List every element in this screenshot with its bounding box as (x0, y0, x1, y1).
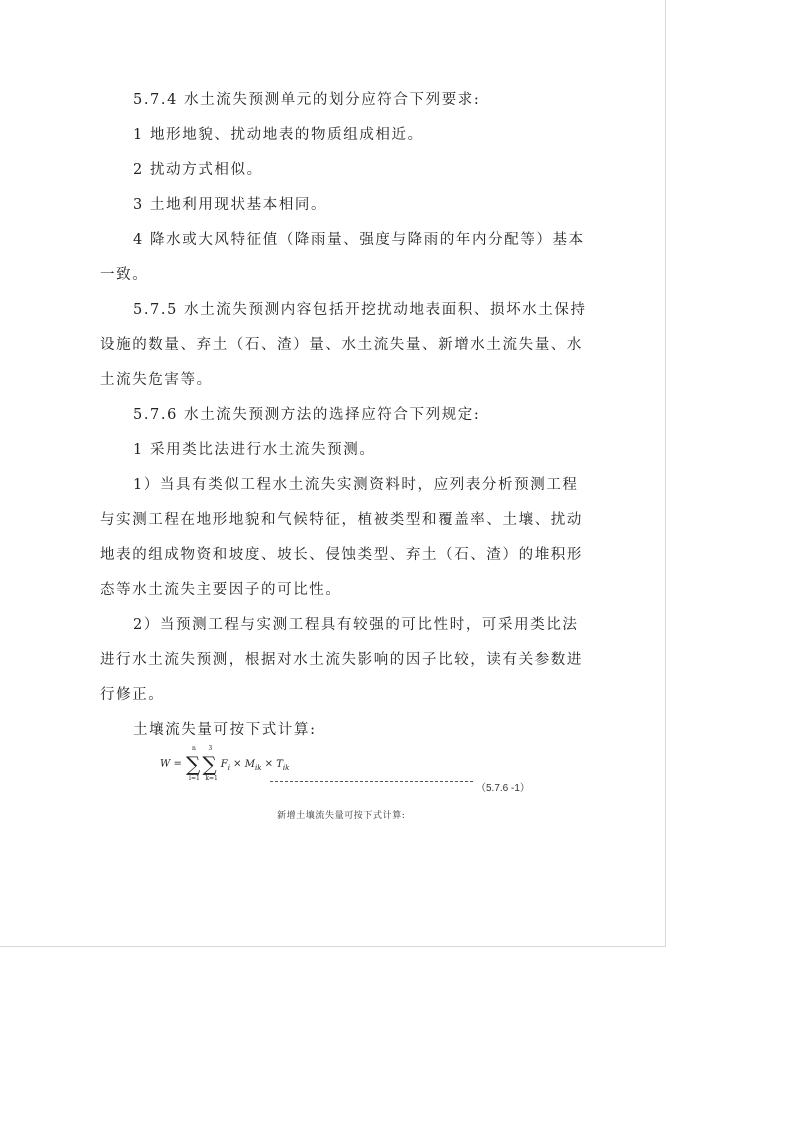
sub-item-2-line-1: 2）当预测工程与实测工程具有较强的可比性时，可采用类比法 (133, 617, 579, 633)
sub-item-1-line-2: 与实测工程在地形地貌和气候特征，植被类型和覆盖率、土壤、扰动 (100, 512, 583, 528)
clause-5-7-4-item-4-cont: 一致。 (100, 267, 149, 283)
sub-item-1-line-3: 地表的组成物资和坡度、坡长、侵蚀类型、弃土（石、渣）的堆积形 (100, 547, 583, 563)
formula-intro: 土壤流失量可按下式计算: (133, 722, 317, 738)
clause-5-7-4-item-2: 2 扰动方式相似。 (133, 162, 263, 178)
clause-5-7-4-item-1: 1 地形地貌、扰动地表的物质组成相近。 (133, 127, 424, 143)
formula-times: × (233, 758, 242, 770)
sub-item-2-line-3: 行修正。 (100, 687, 165, 703)
clause-5-7-6-heading: 5.7.6 水土流失预测方法的选择应符合下列规定: (133, 407, 481, 423)
summation-icon: ∑ 3 k=1 (202, 745, 218, 782)
clause-5-7-4-item-3: 3 土地利用现状基本相同。 (133, 197, 328, 213)
formula-lhs: W = (160, 758, 182, 770)
clause-5-7-4-heading: 5.7.4 水土流失预测单元的划分应符合下列要求: (133, 92, 481, 108)
summation-icon: ∑ n i=1 (186, 745, 201, 782)
equation-number: （5.7.6 -1） (476, 783, 530, 794)
formula-leader-line (270, 781, 473, 782)
clause-5-7-5-line-2: 设施的数量、弃土（石、渣）量、水土流失量、新增水土流失量、水 (100, 337, 583, 353)
sub-item-2-line-2: 进行水土流失预测，根据对水土流失影响的因子比较，读有关参数进 (100, 652, 583, 668)
formula-term-f: $F_i$ (220, 758, 230, 772)
clause-5-7-5-line-1: 5.7.5 水土流失预测内容包括开挖扰动地表面积、损坏水土保持 (133, 302, 587, 318)
formula-caption: 新增土壤流失量可按下式计算: (277, 811, 406, 821)
sub-item-1-line-1: 1）当具有类似工程水土流失实测资料时，应列表分析预测工程 (133, 477, 579, 493)
formula-term-t: $T_{ik}$ (276, 758, 290, 772)
soil-loss-formula (160, 745, 290, 782)
formula-term-m: $M_{ik}$ (244, 758, 262, 772)
sub-item-1-line-4: 态等水土流失主要因子的可比性。 (100, 582, 342, 598)
formula-times: × (264, 758, 274, 770)
clause-5-7-4-item-4: 4 降水或大风特征值（降雨量、强度与降雨的年内分配等）基本 (133, 232, 585, 248)
clause-5-7-6-item-1: 1 采用类比法进行水土流失预测。 (133, 442, 376, 458)
clause-5-7-5-line-3: 土流失危害等。 (100, 372, 213, 388)
